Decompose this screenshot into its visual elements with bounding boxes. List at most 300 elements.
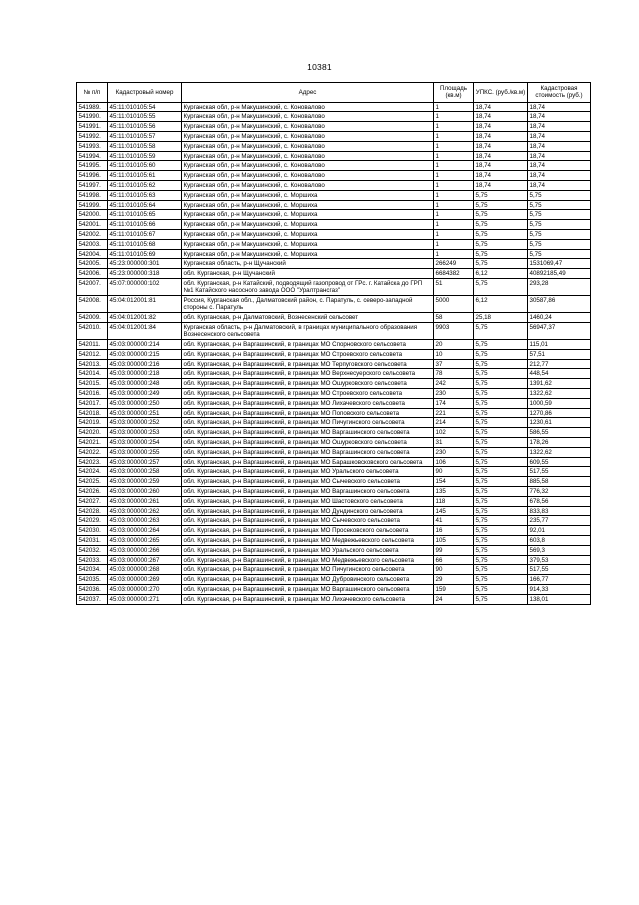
cell-cadastral-number: 45:11:010105:59 [108,151,182,161]
cell-cadastral-number: 45:03:000000:265 [108,535,182,545]
cell-upks: 5,75 [474,369,528,379]
cell-upks: 5,75 [474,555,528,565]
cell-cadastral-value: 603,8 [528,535,591,545]
cell-row-number: 542022. [77,447,108,457]
cell-row-number: 542028. [77,506,108,516]
cell-cadastral-value: 1270,86 [528,408,591,418]
cell-row-number: 542009. [77,313,108,323]
table-row [77,249,591,259]
cell-row-number: 541989. [77,102,108,112]
cell-area: 41 [434,516,474,526]
cell-row-number: 541994. [77,151,108,161]
cell-cadastral-number: 45:11:010105:61 [108,171,182,181]
cell-upks: 5,75 [474,447,528,457]
cell-address: обл. Курганская, р-н Варгашинский, в границах МО Ошурковского сельсовета [182,379,434,389]
table-row [77,555,591,565]
cell-upks: 5,75 [474,467,528,477]
cell-address: обл. Курганская, р-н Варгашинский, в границах МО Сычевского сельсовета [182,516,434,526]
table-row [77,545,591,555]
cell-cadastral-value: 57,51 [528,349,591,359]
cell-upks: 5,75 [474,322,528,339]
cell-cadastral-number: 45:03:000000:215 [108,349,182,359]
cell-row-number: 542020. [77,428,108,438]
cell-upks: 18,74 [474,112,528,122]
cell-row-number: 542005. [77,259,108,269]
cell-cadastral-value: 914,33 [528,584,591,594]
cell-upks: 5,75 [474,506,528,516]
cell-cadastral-value: 212,77 [528,359,591,369]
cell-row-number: 542014. [77,369,108,379]
cell-cadastral-value: 138,01 [528,594,591,604]
cell-row-number: 542003. [77,239,108,249]
cell-upks: 5,75 [474,565,528,575]
cell-address: обл. Курганская, р-н Варгашинский, в границах МО Строевского сельсовета [182,389,434,399]
cell-cadastral-value: 178,26 [528,437,591,447]
cell-cadastral-number: 45:03:000000:260 [108,486,182,496]
header-cadastral-number: Кадастровый номер [108,83,182,103]
cell-cadastral-value: 92,01 [528,526,591,536]
table-row [77,190,591,200]
table-header-row [77,83,591,103]
cell-row-number: 542013. [77,359,108,369]
cell-cadastral-value: 5,75 [528,249,591,259]
cell-cadastral-value: 1000,59 [528,398,591,408]
cell-cadastral-value: 235,77 [528,516,591,526]
cell-address: обл. Курганская, р-н Варгашинский, в границах МО Лихачевского сельсовета [182,398,434,408]
cell-upks: 5,75 [474,278,528,295]
cell-address: обл. Курганская, р-н Варгашинский, в границах МО Варгашинского сельсовета [182,584,434,594]
cell-row-number: 542030. [77,526,108,536]
cell-address: обл. Курганская, р-н Варгашинский, в границах МО Дубровинского сельсовета [182,575,434,585]
cell-address: Курганская обл, р-н Макушинский, с. Моршиха [182,210,434,220]
cell-row-number: 541996. [77,171,108,181]
cell-address: обл. Курганская, р-н Варгашинский, в границах МО Медвежьевского сельсовета [182,535,434,545]
cell-area: 214 [434,418,474,428]
cell-cadastral-number: 45:11:010105:62 [108,180,182,190]
table-row [77,565,591,575]
cell-upks: 5,75 [474,408,528,418]
cell-address: Курганская обл, р-н Макушинский, с. Коновалово [182,161,434,171]
cell-address: обл. Курганская, р-н Варгашинский, в границах МО Ошурковского сельсовета [182,437,434,447]
cell-address: Курганская область, р-н Далматовский, в границах муниципального образования Вознесенского сельсовета [182,322,434,339]
cell-cadastral-number: 45:03:000000:271 [108,594,182,604]
cell-area: 78 [434,369,474,379]
table-row [77,437,591,447]
cell-address: обл. Курганская, р-н Варгашинский, в границах МО Уральского сельсовета [182,467,434,477]
cell-cadastral-number: 45:11:010105:67 [108,229,182,239]
cell-row-number: 542027. [77,496,108,506]
cell-row-number: 542015. [77,379,108,389]
cell-area: 1 [434,112,474,122]
cell-area: 37 [434,359,474,369]
cell-row-number: 542000. [77,210,108,220]
cell-area: 31 [434,437,474,447]
cell-row-number: 542033. [77,555,108,565]
cell-cadastral-value: 56947,37 [528,322,591,339]
cell-cadastral-number: 45:11:010105:58 [108,141,182,151]
table-row [77,122,591,132]
cell-cadastral-number: 45:23:000000:318 [108,269,182,279]
cell-upks: 5,75 [474,584,528,594]
cell-cadastral-number: 45:03:000000:250 [108,398,182,408]
cell-upks: 18,74 [474,141,528,151]
cell-cadastral-number: 45:11:010105:57 [108,131,182,141]
cell-upks: 18,74 [474,161,528,171]
table-row [77,278,591,295]
cell-upks: 25,18 [474,313,528,323]
cell-cadastral-value: 293,28 [528,278,591,295]
cell-address: обл. Курганская, р-н Варгашинский, в границах МО Верхнесуерского сельсовета [182,369,434,379]
cell-row-number: 542010. [77,322,108,339]
cell-area: 5000 [434,296,474,313]
header-upks: УПКС. (руб./кв.м) [474,83,528,103]
cell-cadastral-value: 5,75 [528,220,591,230]
cell-row-number: 542021. [77,437,108,447]
cell-cadastral-value: 517,55 [528,467,591,477]
table-row [77,418,591,428]
cell-row-number: 542012. [77,349,108,359]
cell-cadastral-number: 45:11:010105:63 [108,190,182,200]
table-row [77,457,591,467]
cell-area: 1 [434,180,474,190]
cell-cadastral-number: 45:03:000000:214 [108,340,182,350]
cell-cadastral-number: 45:03:000000:218 [108,369,182,379]
cell-cadastral-value: 833,83 [528,506,591,516]
cell-cadastral-number: 45:03:000000:264 [108,526,182,536]
table-row [77,516,591,526]
cell-upks: 5,75 [474,259,528,269]
cell-cadastral-number: 45:03:000000:261 [108,496,182,506]
cell-cadastral-value: 18,74 [528,171,591,181]
cell-row-number: 541998. [77,190,108,200]
cell-cadastral-value: 18,74 [528,141,591,151]
cell-address: Курганская обл, р-н Макушинский, с. Коновалово [182,122,434,132]
cell-cadastral-number: 45:03:000000:257 [108,457,182,467]
header-area: Площадь (кв.м) [434,83,474,103]
cadastral-register-table [76,82,591,605]
cell-cadastral-number: 45:03:000000:255 [108,447,182,457]
cell-area: 145 [434,506,474,516]
cell-cadastral-number: 45:11:010105:54 [108,102,182,112]
cell-area: 58 [434,313,474,323]
cell-row-number: 542001. [77,220,108,230]
cell-cadastral-number: 45:03:000000:258 [108,467,182,477]
cell-row-number: 542024. [77,467,108,477]
cell-address: Курганская обл, р-н Макушинский, с. Коновалово [182,141,434,151]
cell-cadastral-number: 45:11:010105:60 [108,161,182,171]
cell-cadastral-value: 569,3 [528,545,591,555]
cell-area: 1 [434,122,474,132]
cell-upks: 5,75 [474,428,528,438]
cell-cadastral-number: 45:03:000000:253 [108,428,182,438]
cell-area: 266249 [434,259,474,269]
cell-cadastral-value: 379,53 [528,555,591,565]
cell-area: 1 [434,102,474,112]
cell-upks: 5,75 [474,535,528,545]
cell-upks: 5,75 [474,200,528,210]
cell-upks: 5,75 [474,526,528,536]
cell-upks: 5,75 [474,349,528,359]
cell-cadastral-value: 18,74 [528,180,591,190]
cell-address: обл. Курганская, р-н Варгашинский, в границах МО Медвежьевского сельсовета [182,555,434,565]
cell-address: обл. Курганская, р-н Варгашинский, в границах МО Спорновского сельсовета [182,340,434,350]
cell-upks: 18,74 [474,171,528,181]
header-cadastral-value: Кадастровая стоимость (руб.) [528,83,591,103]
cell-upks: 5,75 [474,239,528,249]
table-row [77,161,591,171]
cell-cadastral-number: 45:11:010105:64 [108,200,182,210]
cell-row-number: 542002. [77,229,108,239]
cell-upks: 5,75 [474,190,528,200]
cell-cadastral-number: 45:03:000000:266 [108,545,182,555]
cell-cadastral-value: 5,75 [528,229,591,239]
cell-address: Курганская обл, р-н Макушинский, с. Моршиха [182,249,434,259]
cell-address: обл. Курганская, р-н Варгашинский, в границах МО Пичугинского сельсовета [182,418,434,428]
table-row [77,477,591,487]
table-row [77,349,591,359]
cell-upks: 5,75 [474,359,528,369]
cell-row-number: 542016. [77,389,108,399]
cell-address: Курганская обл, р-н Макушинский, с. Коновалово [182,131,434,141]
cell-cadastral-value: 40892185,49 [528,269,591,279]
cell-cadastral-value: 1322,62 [528,447,591,457]
cell-cadastral-number: 45:03:000000:262 [108,506,182,516]
cell-cadastral-number: 45:03:000000:259 [108,477,182,487]
cell-cadastral-number: 45:03:000000:269 [108,575,182,585]
cell-row-number: 542029. [77,516,108,526]
cell-cadastral-number: 45:03:000000:254 [108,437,182,447]
cell-area: 1 [434,249,474,259]
cell-address: обл. Курганская, р-н Варгашинский, в границах МО Барашковсковского сельсовета [182,457,434,467]
cell-cadastral-number: 45:03:000000:267 [108,555,182,565]
header-address: Адрес [182,83,434,103]
cell-area: 174 [434,398,474,408]
cell-area: 230 [434,389,474,399]
cell-upks: 5,75 [474,210,528,220]
table-row [77,112,591,122]
cell-address: Курганская обл, р-н Макушинский, с. Моршиха [182,190,434,200]
cell-area: 6684382 [434,269,474,279]
cell-cadastral-value: 776,32 [528,486,591,496]
cell-area: 99 [434,545,474,555]
cell-row-number: 541990. [77,112,108,122]
cell-row-number: 542011. [77,340,108,350]
cell-cadastral-value: 18,74 [528,102,591,112]
cell-area: 154 [434,477,474,487]
cell-address: Курганская обл, р-н Макушинский, с. Коновалово [182,112,434,122]
cell-cadastral-number: 45:11:010105:68 [108,239,182,249]
cell-row-number: 541993. [77,141,108,151]
table-row [77,296,591,313]
table-row [77,447,591,457]
cell-area: 1 [434,161,474,171]
cell-area: 106 [434,457,474,467]
cell-row-number: 542006. [77,269,108,279]
cell-cadastral-number: 45:04:012001:84 [108,322,182,339]
cell-area: 24 [434,594,474,604]
cell-cadastral-number: 45:03:000000:248 [108,379,182,389]
cell-area: 66 [434,555,474,565]
table-row [77,398,591,408]
table-row [77,151,591,161]
cell-upks: 5,75 [474,340,528,350]
cell-upks: 5,75 [474,437,528,447]
table-row [77,269,591,279]
cell-cadastral-value: 5,75 [528,200,591,210]
cell-area: 105 [434,535,474,545]
table-row [77,486,591,496]
table-row [77,239,591,249]
cell-cadastral-value: 30587,86 [528,296,591,313]
cell-upks: 5,75 [474,220,528,230]
cell-cadastral-value: 166,77 [528,575,591,585]
table-row [77,171,591,181]
table-row [77,535,591,545]
cell-area: 16 [434,526,474,536]
cell-cadastral-number: 45:11:010105:66 [108,220,182,230]
cell-address: обл. Курганская, р-н Варгашинский, в границах МО Дундинского сельсовета [182,506,434,516]
cell-upks: 18,74 [474,122,528,132]
cell-cadastral-value: 18,74 [528,151,591,161]
cell-cadastral-value: 1322,62 [528,389,591,399]
cell-row-number: 541999. [77,200,108,210]
cell-cadastral-number: 45:11:010105:55 [108,112,182,122]
cell-area: 1 [434,190,474,200]
cell-upks: 5,75 [474,516,528,526]
cell-area: 159 [434,584,474,594]
cell-cadastral-value: 5,75 [528,239,591,249]
cell-area: 1 [434,131,474,141]
cell-cadastral-number: 45:03:000000:249 [108,389,182,399]
cell-cadastral-number: 45:23:000000:301 [108,259,182,269]
cell-cadastral-number: 45:03:000000:263 [108,516,182,526]
cell-address: обл. Курганская, р-н Щучанский [182,269,434,279]
cell-upks: 6,12 [474,296,528,313]
cell-upks: 5,75 [474,249,528,259]
cell-address: обл. Курганская, р-н Варгашинский, в границах МО Терпуговского сельсовета [182,359,434,369]
cell-area: 1 [434,239,474,249]
header-row-number: № п/п [77,83,108,103]
cell-cadastral-number: 45:03:000000:251 [108,408,182,418]
table-row [77,180,591,190]
table-row [77,141,591,151]
cell-upks: 5,75 [474,229,528,239]
cell-address: обл. Курганская, р-н Варгашинский, в границах МО Варгашинского сельсовета [182,447,434,457]
cell-area: 51 [434,278,474,295]
cell-address: Курганская обл, р-н Макушинский, с. Коновалово [182,171,434,181]
cell-address: обл. Курганская, р-н Варгашинский, в границах МО Строевского сельсовета [182,349,434,359]
cell-area: 135 [434,486,474,496]
cell-address: обл. Курганская, р-н Варгашинский, в границах МО Уральского сельсовета [182,545,434,555]
cell-upks: 5,75 [474,418,528,428]
cell-area: 1 [434,229,474,239]
cell-area: 1 [434,151,474,161]
cell-row-number: 542008. [77,296,108,313]
table-row [77,200,591,210]
cell-cadastral-value: 115,01 [528,340,591,350]
cell-row-number: 542026. [77,486,108,496]
cell-area: 1 [434,210,474,220]
cell-row-number: 542037. [77,594,108,604]
cell-area: 20 [434,340,474,350]
cell-upks: 5,75 [474,545,528,555]
cell-cadastral-number: 45:11:010105:65 [108,210,182,220]
page-number: 10381 [307,62,332,72]
cell-area: 230 [434,447,474,457]
cell-address: обл. Курганская, р-н Далматовский, Вознесенский сельсовет [182,313,434,323]
cell-upks: 6,12 [474,269,528,279]
table-row [77,594,591,604]
cell-row-number: 541991. [77,122,108,132]
cell-address: Курганская обл, р-н Макушинский, с. Моршиха [182,200,434,210]
table-row [77,506,591,516]
cell-area: 1 [434,141,474,151]
cell-row-number: 542007. [77,278,108,295]
cell-upks: 18,74 [474,131,528,141]
cell-row-number: 542032. [77,545,108,555]
cell-address: обл. Курганская, р-н Варгашинский, в границах МО Варгашинского сельсовета [182,486,434,496]
cell-cadastral-number: 45:03:000000:216 [108,359,182,369]
cell-row-number: 542018. [77,408,108,418]
cell-address: обл. Курганская, р-н Варгашинский, в границах МО Сычевского сельсовета [182,477,434,487]
table-row [77,322,591,339]
table-row [77,379,591,389]
cell-upks: 5,75 [474,496,528,506]
cell-row-number: 542023. [77,457,108,467]
cell-cadastral-number: 45:11:010105:56 [108,122,182,132]
cell-row-number: 542025. [77,477,108,487]
cell-area: 1 [434,220,474,230]
cell-cadastral-value: 1460,24 [528,313,591,323]
cell-address: обл. Курганская, р-н Варгашинский, в границах МО Варгашинского сельсовета [182,428,434,438]
cell-upks: 5,75 [474,389,528,399]
cell-address: Курганская обл, р-н Макушинский, с. Коновалово [182,102,434,112]
cell-cadastral-value: 1230,61 [528,418,591,428]
table-row [77,496,591,506]
cell-area: 221 [434,408,474,418]
cell-upks: 18,74 [474,102,528,112]
cell-address: обл. Курганская, р-н Варгашинский, в границах МО Шастовского сельсовета [182,496,434,506]
table-row [77,229,591,239]
cell-cadastral-value: 5,75 [528,210,591,220]
cell-cadastral-value: 1531069,47 [528,259,591,269]
cell-cadastral-value: 18,74 [528,131,591,141]
cell-cadastral-value: 18,74 [528,112,591,122]
cell-address: Курганская обл, р-н Макушинский, с. Моршиха [182,239,434,249]
cell-row-number: 542019. [77,418,108,428]
cell-cadastral-value: 609,55 [528,457,591,467]
table-row [77,210,591,220]
cell-address: обл. Курганская, р-н Варгашинский, в границах МО Поповского сельсовета [182,408,434,418]
cell-row-number: 542036. [77,584,108,594]
cell-upks: 18,74 [474,180,528,190]
cell-cadastral-value: 586,55 [528,428,591,438]
cell-upks: 5,75 [474,379,528,389]
cell-cadastral-value: 1391,62 [528,379,591,389]
table-body [77,102,591,604]
cell-cadastral-number: 45:04:012001:82 [108,313,182,323]
cell-row-number: 541995. [77,161,108,171]
cell-row-number: 542004. [77,249,108,259]
table-row [77,575,591,585]
cell-upks: 5,75 [474,477,528,487]
table-row [77,584,591,594]
cell-upks: 5,75 [474,457,528,467]
table-row [77,340,591,350]
cell-address: обл. Курганская, р-н Варгашинский, в границах МО Просековского сельсовета [182,526,434,536]
table-row [77,467,591,477]
cell-address: Курганская обл, р-н Макушинский, с. Моршиха [182,229,434,239]
